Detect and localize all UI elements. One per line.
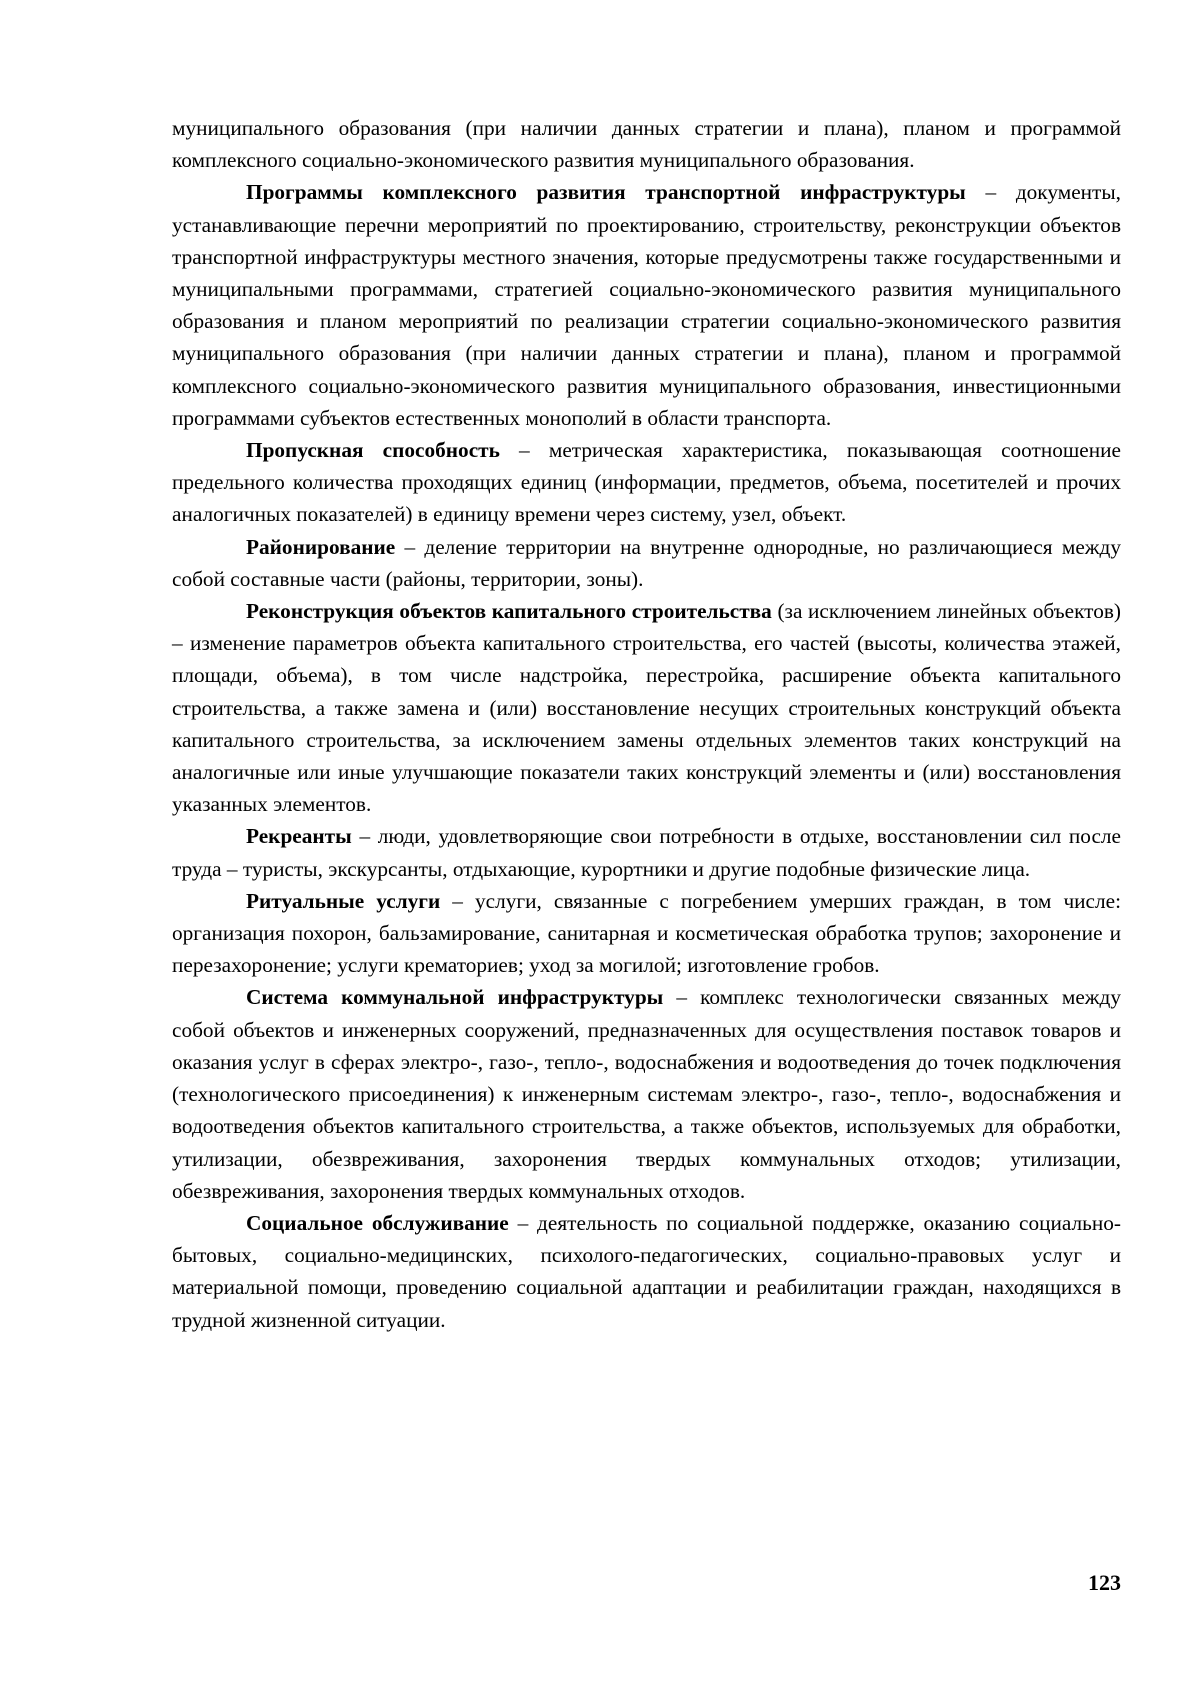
definition-term: Районирование <box>246 534 396 559</box>
definition-text: – деятельность по социальной поддержке, оказанию социально-бытовых, социально-медицинских, психолого-педагогических, социально-правовых услуг и материальной помощи, проведению социальной адаптации и реабилитации граждан, находящихся в трудной жизненной ситуации. <box>172 1210 1122 1332</box>
definition-paragraph <box>172 820 1121 884</box>
definition-term: Ритуальные услуги <box>246 888 441 913</box>
continuation-paragraph: муниципального образования (при наличии данных стратегии и плана), планом и программой комплексного социально-экономического развития муниципального образования. <box>172 116 1121 173</box>
definition-paragraph <box>172 1207 1121 1336</box>
definition-paragraph <box>172 885 1121 982</box>
definition-term: Система коммунальной инфраструктуры <box>246 985 664 1010</box>
body-text <box>172 112 1121 1336</box>
definition-text: – люди, удовлетворяющие свои потребности в отдыхе, восстановлении сил после труда – туристы, экскурсанты, отдыхающие, курортники и другие подобные физические лица. <box>172 824 1121 881</box>
definition-term: Социальное обслуживание <box>246 1210 509 1235</box>
definition-term: Пропускная способность <box>246 438 500 463</box>
definition-term: Рекреанты <box>246 824 352 849</box>
definition-text: – комплекс технологически связанных между собой объектов и инженерных сооружений, предназначенных для осуществления поставок товаров и оказания услуг в сферах электро-, газо-, тепло-, водоснабжения и водоотведения до точек подключения (технологического присоединения) к инженерным системам электро-, газо-, тепло-, водоснабжения и водоотведения объектов капитального строительства, а также объектов, используемых для обработки, утилизации, обезвреживания, захоронения твердых коммунальных отходов; утилизации, обезвреживания, захоронения твердых коммунальных отходов. <box>172 985 1121 1203</box>
definition-paragraph <box>172 176 1121 434</box>
definition-term: Реконструкция объектов капитального строительства <box>246 599 772 624</box>
page-number: 123 <box>1088 1570 1121 1595</box>
definition-text: – документы, устанавливающие перечни мероприятий по проектированию, строительству, реконструкции объектов транспортной инфраструктуры местного значения, которые предусмотрены также государственными и муниципальными программами, стратегией социально-экономического развития муниципального образования и планом мероприятий по реализации стратегии социально-экономического развития муниципального образования (при наличии данных стратегии и плана), планом и программой комплексного социально-экономического развития муниципального образования, инвестиционными программами субъектов естественных монополий в области транспорта. <box>172 180 1121 430</box>
definition-paragraph <box>172 595 1121 820</box>
definition-paragraph <box>172 434 1121 531</box>
definition-text: (за исключением линейных объектов) – изменение параметров объекта капитального строительства, его частей (высоты, количества этажей, площади, объема), в том числе надстройка, перестройка, расширение объекта капитального строительства, а также замена и (или) восстановление несущих строительных конструкций объекта капитального строительства, за исключением замены отдельных элементов таких конструкций на аналогичные или иные улучшающие показатели таких конструкций элементы и (или) восстановления указанных элементов. <box>172 599 1121 817</box>
definition-paragraph <box>172 981 1121 1206</box>
definition-text: – деление территории на внутренне однородные, но различающиеся между собой составные части (районы, территории, зоны). <box>172 534 1121 591</box>
definition-term: Программы комплексного развития транспортной инфраструктуры <box>246 180 966 205</box>
definition-text: – услуги, связанные с погребением умерших граждан, в том числе: организация похорон, бальзамирование, санитарная и косметическая обработка трупов; захоронение и перезахоронение; услуги крематориев; уход за могилой; изготовление гробов. <box>172 888 1121 978</box>
definition-text: – метрическая характеристика, показывающая соотношение предельного количества проходящих единиц (информации, предметов, объема, посетителей и прочих аналогичных показателей) в единицу времени через систему, узел, объект. <box>172 438 1121 527</box>
definition-paragraph <box>172 531 1121 595</box>
